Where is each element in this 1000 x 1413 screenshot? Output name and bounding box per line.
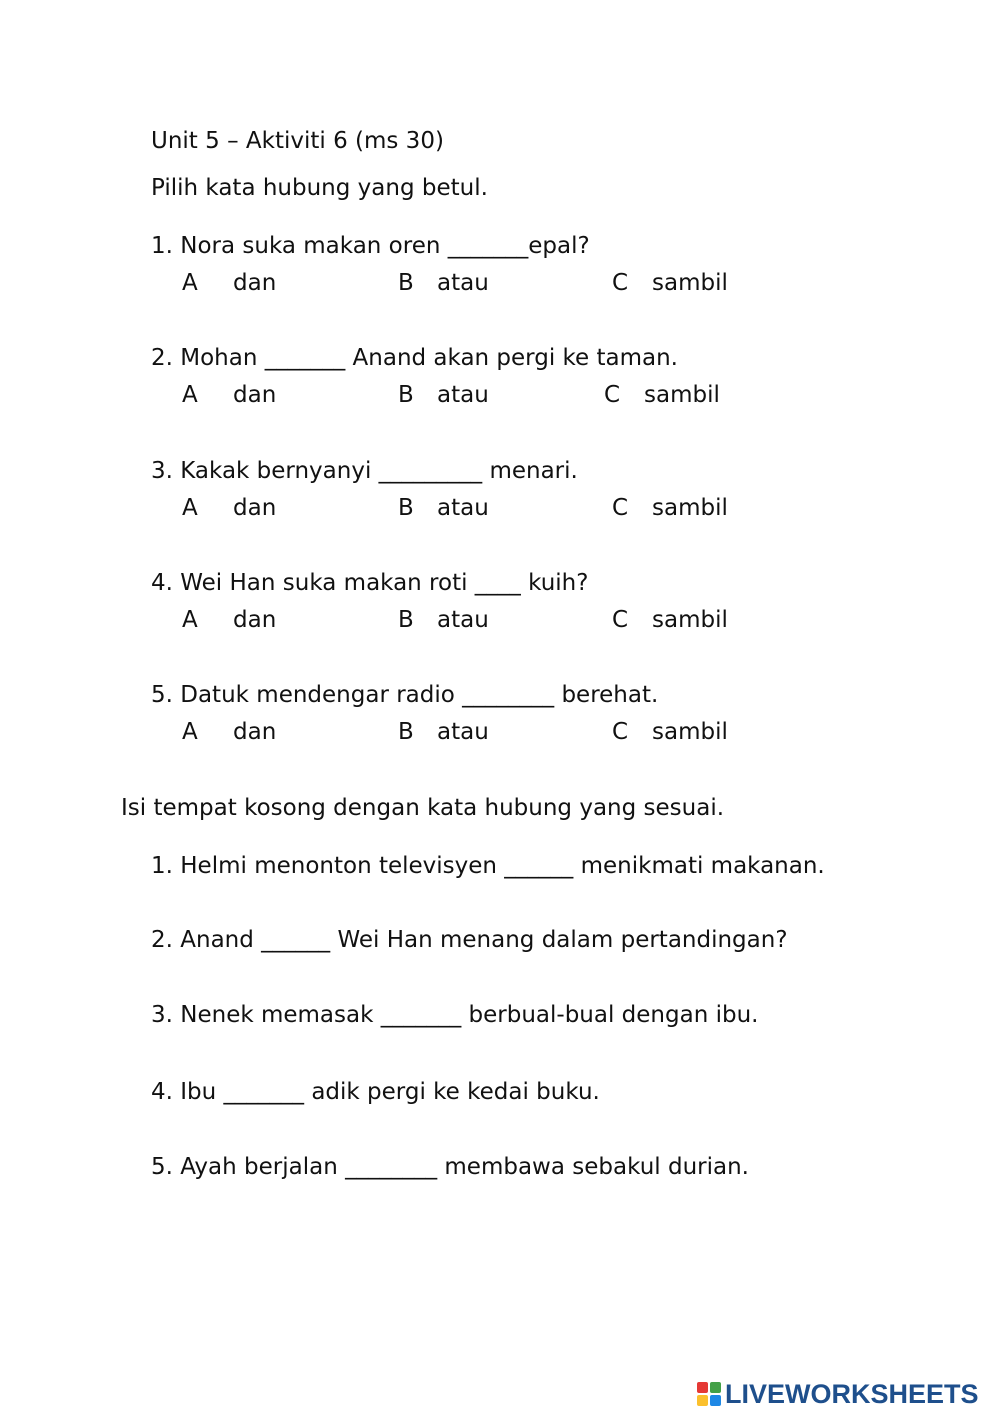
option-letter: C — [612, 270, 629, 296]
option-letter: B — [398, 719, 414, 745]
option-letter: B — [398, 382, 414, 408]
option-letter: B — [398, 495, 414, 521]
option-word[interactable]: dan — [233, 382, 277, 408]
fill-item-3[interactable]: 3. Nenek memasak _______ berbual-bual dengan ibu. — [151, 1002, 759, 1028]
option-word[interactable]: atau — [437, 607, 489, 633]
option-word[interactable]: dan — [233, 495, 277, 521]
option-word[interactable]: dan — [233, 607, 277, 633]
option-letter: C — [604, 382, 621, 408]
option-word[interactable]: sambil — [652, 719, 728, 745]
option-word[interactable]: dan — [233, 270, 277, 296]
question-1: 1. Nora suka makan oren _______epal? — [151, 233, 590, 259]
logo-text: LIVEWORKSHEETS — [725, 1378, 979, 1409]
option-letter: C — [612, 719, 629, 745]
liveworksheets-logo — [697, 1378, 979, 1410]
option-word[interactable]: atau — [437, 270, 489, 296]
option-word[interactable]: sambil — [652, 495, 728, 521]
option-letter: B — [398, 607, 414, 633]
instruction-1: Pilih kata hubung yang betul. — [151, 175, 488, 201]
question-4: 4. Wei Han suka makan roti ____ kuih? — [151, 570, 589, 596]
option-word[interactable]: sambil — [652, 607, 728, 633]
fill-item-2[interactable]: 2. Anand ______ Wei Han menang dalam pertandingan? — [151, 927, 788, 953]
option-letter: B — [398, 270, 414, 296]
fill-item-4[interactable]: 4. Ibu _______ adik pergi ke kedai buku. — [151, 1079, 600, 1105]
option-word[interactable]: atau — [437, 495, 489, 521]
option-word[interactable]: sambil — [652, 270, 728, 296]
option-word[interactable]: dan — [233, 719, 277, 745]
fill-item-1[interactable]: 1. Helmi menonton televisyen ______ menikmati makanan. — [151, 853, 825, 879]
option-word[interactable]: atau — [437, 382, 489, 408]
logo-mark-icon — [697, 1382, 721, 1406]
question-3: 3. Kakak bernyanyi _________ menari. — [151, 458, 578, 484]
option-letter: C — [612, 607, 629, 633]
option-letter: A — [182, 270, 198, 296]
option-letter: A — [182, 719, 198, 745]
instruction-2: Isi tempat kosong dengan kata hubung yang sesuai. — [121, 795, 725, 821]
option-word[interactable]: sambil — [644, 382, 720, 408]
option-letter: A — [182, 495, 198, 521]
option-letter: C — [612, 495, 629, 521]
question-5: 5. Datuk mendengar radio ________ berehat. — [151, 682, 659, 708]
option-letter: A — [182, 607, 198, 633]
option-letter: A — [182, 382, 198, 408]
fill-item-5[interactable]: 5. Ayah berjalan ________ membawa sebakul durian. — [151, 1154, 749, 1180]
worksheet-title: Unit 5 – Aktiviti 6 (ms 30) — [151, 128, 444, 154]
option-word[interactable]: atau — [437, 719, 489, 745]
question-2: 2. Mohan _______ Anand akan pergi ke taman. — [151, 345, 678, 371]
